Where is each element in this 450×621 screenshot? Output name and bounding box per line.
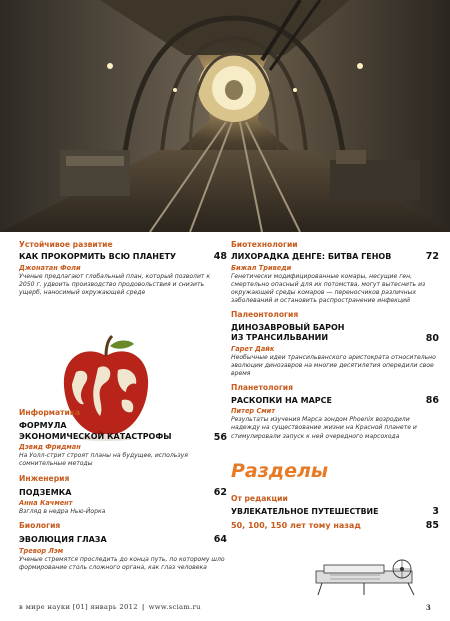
article-author: Бижал Триведи — [231, 263, 292, 272]
article-author: Тревор Лэм — [19, 546, 64, 555]
article-author: Питер Смит — [231, 407, 276, 416]
folio-page-number: 3 — [425, 603, 431, 612]
article-author: Джонатан Фоли — [19, 263, 81, 272]
right-column — [231, 240, 439, 441]
article-title-line1: ДИНОЗАВРОВЫЙ БАРОН — [231, 322, 345, 332]
article-description: Генетически модифицированные комары, несущие ген, смертельно опасный для их потомства, могут вытеснить из окружающей среды комаров — переносчиков различных заболеваний и остановить распространение инфекций — [231, 272, 426, 305]
article-title: ПОДЗЕМКА — [19, 487, 72, 497]
article-description: Результаты изучения Марса зондом Phoenix возродили надежду на существование жизни на Красной планете и стимулировали запуск к ней очередного марсохода — [231, 416, 417, 440]
sections-heading: Разделы — [231, 460, 329, 482]
article-title-line2: ЭКОНОМИЧЕСКОЙ КАТАСТРОФЫ — [19, 431, 172, 441]
article-title: УВЛЕКАТЕЛЬНОЕ ПУТЕШЕСТВИЕ — [231, 507, 379, 516]
article-title-line1: ФОРМУЛА — [19, 421, 67, 430]
page-number: 85 — [425, 519, 439, 531]
tunnel-photo — [0, 0, 450, 232]
page-number: 56 — [213, 432, 227, 443]
toc-entry-economic-catastrophe[interactable] — [19, 408, 227, 469]
toc-entry-subway[interactable] — [19, 474, 227, 517]
article-description: Ученые стремятся проследить до конца путь, по которому шло формирование столь сложного органа, как глаз человека — [19, 555, 225, 572]
toc-entry-dengue[interactable] — [231, 240, 439, 306]
article-title: РАСКОПКИ НА МАРСЕ — [231, 395, 333, 405]
article-title: ЭВОЛЮЦИЯ ГЛАЗА — [19, 535, 107, 545]
right-column-sections — [231, 494, 439, 531]
article-description: Взгляд в недра Нью-Йорка — [19, 508, 106, 516]
toc-entry-mars[interactable] — [231, 383, 439, 441]
toc-entry-years-ago[interactable] — [231, 521, 439, 532]
article-author: Дэвид Фридман — [19, 443, 81, 451]
article-title: 50, 100, 150 лет тому назад — [231, 520, 361, 530]
toc-entry-eye-evolution[interactable] — [19, 521, 227, 572]
section-label: Инженерия — [19, 473, 70, 483]
page-number: 64 — [213, 534, 227, 546]
magazine-url[interactable]: www.sciam.ru — [148, 603, 201, 611]
section-label: Палеонтология — [231, 309, 299, 319]
page-number: 72 — [425, 251, 439, 262]
page-number: 86 — [425, 394, 439, 406]
article-title-line2: ИЗ ТРАНСИЛЬВАНИИ — [231, 333, 329, 343]
article-description: На Уолл-стрит строят планы на будущее, используя сомнительные методы — [19, 452, 188, 468]
article-author: Анна Качмент — [19, 499, 73, 508]
page-footer: в мире науки [01] январь 2012 | www.sciam.ru 3 — [19, 603, 431, 612]
toc-entry-dinosaur-baron[interactable] — [231, 310, 439, 379]
page-number: 62 — [213, 486, 227, 498]
section-label: Планетология — [231, 382, 293, 392]
left-column-lower — [19, 408, 227, 572]
toc-entry-feed-planet[interactable] — [19, 240, 227, 297]
section-label: Информатика — [19, 408, 81, 417]
toc-entry-editorial[interactable] — [231, 494, 439, 518]
section-label: Биология — [19, 521, 61, 531]
left-column — [19, 240, 227, 297]
section-label: Устойчивое развитие — [19, 240, 113, 249]
page-number: 48 — [213, 251, 227, 262]
vintage-machine-engraving — [310, 557, 430, 601]
page-number: 3 — [432, 506, 439, 517]
article-description: Ученые предлагают глобальный план, который позволит к 2050 г. удвоить производство продовольствия и снизить ущерб, наносимый окружающей среде — [19, 272, 211, 297]
article-title: КАК ПРОКОРМИТЬ ВСЮ ПЛАНЕТУ — [19, 252, 177, 261]
section-label: От редакции — [231, 494, 288, 503]
magazine-issue: в мире науки [01] январь 2012 — [19, 603, 138, 611]
page-number: 80 — [425, 332, 439, 344]
article-author: Гарет Дайк — [231, 344, 275, 353]
section-label: Биотехнологии — [231, 240, 298, 249]
article-title: ЛИХОРАДКА ДЕНГЕ: БИТВА ГЕНОВ — [231, 252, 392, 261]
article-description: Необычные идеи трансильванского аристократа относительно эволюции динозавров на многие десятилетия опередили свое время — [231, 353, 436, 378]
